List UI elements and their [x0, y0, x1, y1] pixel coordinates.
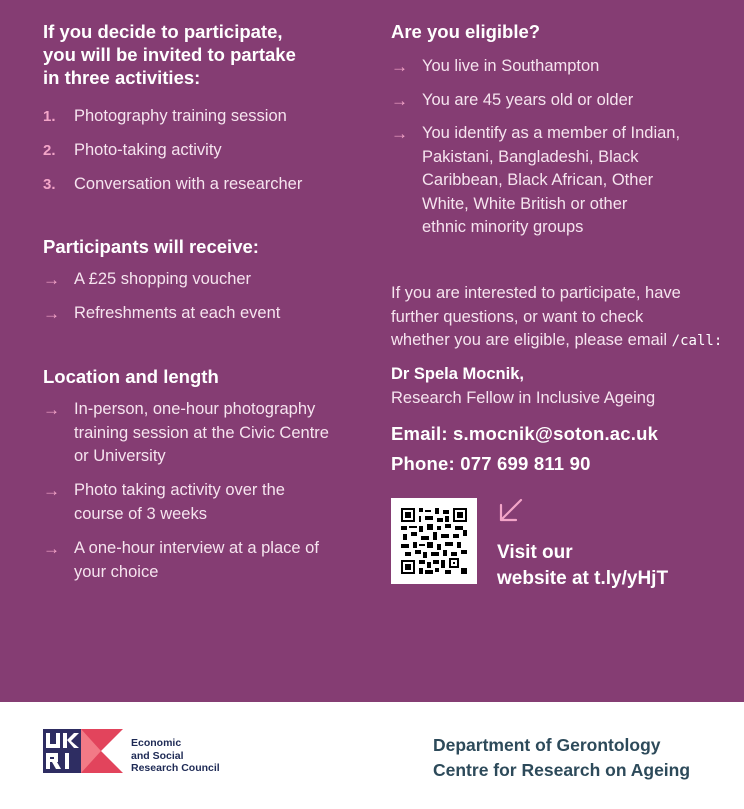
arrow-right-icon: → — [43, 539, 60, 558]
activities-heading: If you decide to participate, you will be invited to partake in three activities: — [43, 21, 296, 88]
qr-code-icon — [401, 508, 467, 574]
arrow-right-icon: → — [391, 91, 408, 110]
activity-item: 3. Conversation with a researcher — [43, 173, 363, 197]
eligible-item: → You are 45 years old or older — [391, 89, 731, 113]
contact-name: Dr Spela Mocnik, — [391, 365, 524, 383]
eligible-item: → You identify as a member of Indian, Pakistani, Bangladeshi, Black Caribbean, Black African, Other White, White British or other ethnic minority groups — [391, 124, 681, 236]
department-name: Department of Gerontology Centre for Research on Ageing — [433, 735, 691, 780]
receive-item: → A £25 shopping voucher — [43, 268, 363, 292]
arrow-right-icon: → — [43, 400, 60, 419]
arrow-down-left-icon — [497, 497, 525, 530]
arrow-right-icon: → — [43, 481, 60, 500]
arrow-right-icon: → — [43, 270, 60, 289]
arrow-right-icon: → — [391, 124, 408, 143]
contact-phone[interactable]: Phone: 077 699 811 90 — [391, 453, 591, 474]
activities-section — [43, 20, 373, 89]
interest-paragraph: If you are interested to participate, have further questions, or want to check whether you are eligible, please email /call: — [391, 284, 723, 349]
location-item: → A one-hour interview at a place of your choice — [43, 539, 319, 581]
list-number: 3. — [43, 176, 56, 193]
location-item: → In-person, one-hour photography training session at the Civic Centre or University — [43, 400, 329, 465]
arrow-right-icon: → — [43, 304, 60, 323]
location-item: → Photo taking activity over the course of 3 weeks — [43, 481, 285, 523]
website-link[interactable]: Visit our website at t.ly/yHjT — [497, 542, 669, 589]
receive-heading: Participants will receive: — [43, 236, 259, 257]
list-number: 2. — [43, 142, 56, 159]
activity-item: 1. Photography training session — [43, 105, 363, 129]
list-number: 1. — [43, 108, 56, 125]
call-text: /call: — [671, 333, 723, 349]
ukri-logo-icon — [43, 729, 123, 773]
contact-email[interactable]: Email: s.mocnik@soton.ac.uk — [391, 423, 659, 444]
arrow-right-icon: → — [391, 57, 408, 76]
activity-item: 2. Photo-taking activity — [43, 139, 363, 163]
eligible-item: → You live in Southampton — [391, 55, 731, 79]
eligible-heading: Are you eligible? — [391, 21, 541, 42]
location-heading: Location and length — [43, 366, 219, 387]
ukri-logo — [43, 729, 123, 773]
contact-role: Research Fellow in Inclusive Ageing — [391, 389, 656, 407]
receive-item: → Refreshments at each event — [43, 302, 363, 326]
council-name: Economic and Social Research Council — [131, 737, 220, 774]
qr-code[interactable] — [391, 498, 477, 584]
